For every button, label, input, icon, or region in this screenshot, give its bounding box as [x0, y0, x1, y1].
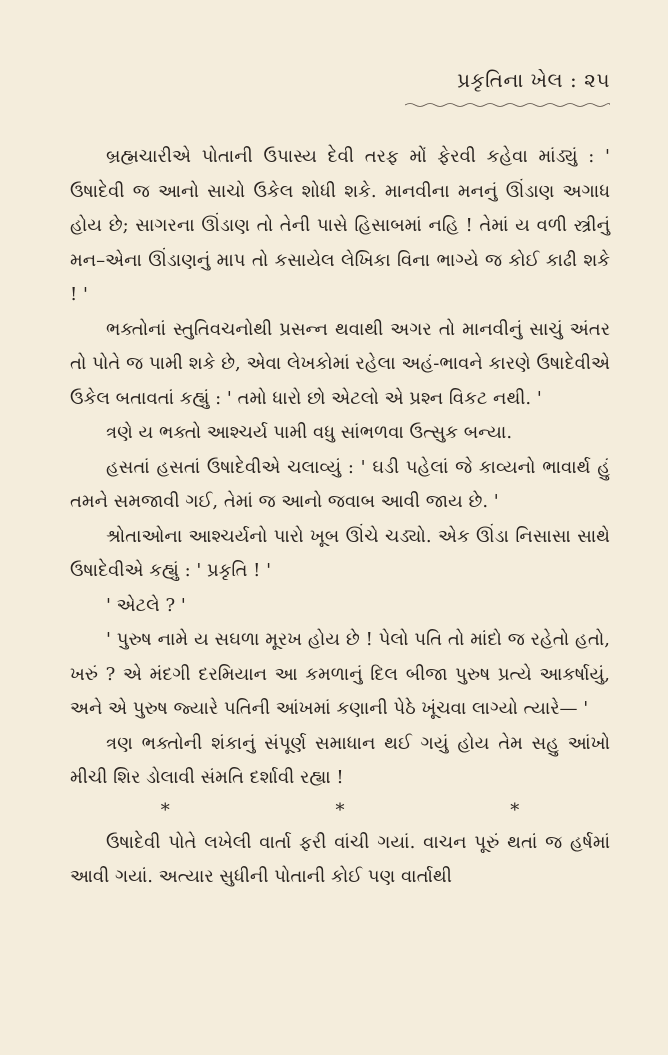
paragraph: ' પુરુષ નામે ય સઘળા મૂરખ હોય છે ! પેલો પતિ તો માંદો જ રહેતો હતો, ખરું ? એ મંદગી દરમિયાન આ કમળાનું દિલ બીજા પુરુષ પ્રત્યે આકર્ષાયું, અને એ પુરુષ જ્યારે પતિની આંખમાં કણાની પેઠે ખૂંચવા લાગ્યો ત્યારે— ' — [70, 629, 610, 719]
paragraph: ત્રણ ભક્તોની શંકાનું સંપૂર્ણ સમાધાન થઈ ગયું હોય તેમ સહુ આંખો મીચી શિર ડોલાવી સંમતિ દર્શાવી રહ્યા ! — [70, 732, 610, 788]
paragraph: ' એટલે ? ' — [106, 594, 186, 616]
paragraph: હસતાં હસતાં ઉષાદેવીએ ચલાવ્યું : ' ઘડી પહેલાં જે કાવ્યનો ભાવાર્થ હું તમને સમજાવી ગઈ, તેમાં જ આનો જવાબ આવી જાય છે. ' — [70, 456, 610, 512]
page-body — [70, 140, 610, 895]
paragraph: ત્રણે ય ભક્તો આશ્ચર્ય પામી વધુ સાંભળવા ઉત્સુક બન્યા. — [106, 422, 513, 443]
section-separator: * * * — [160, 799, 600, 821]
paragraph: બ્રહ્મચારીએ પોતાની ઉપાસ્ય દેવી તરફ મોં ફેરવી કહેવા માંડ્યું : ' ઉષાદેવી જ આનો સાચો ઉકેલ શોધી શકે. માનવીના મનનું ઊંડાણ અગાધ હોય છે; સાગરના ઊંડાણ તો તેની પાસે હિસાબમાં નહિ ! તેમાં ય વળી સ્ત્રીનું મન–એના ઊંડાણનું માપ તો કસાયેલ લેખિકા વિના ભાગ્યે જ કોઈ કાઢી શકે ! ' — [70, 146, 610, 305]
running-header: પ્રકૃતિના ખેલ : ૨૫ — [457, 68, 610, 92]
paragraph: ઉષાદેવી પોતે લખેલી વાર્તા ફરી વાંચી ગયાં. વાચન પૂરું થતાં જ હર્ષમાં આવી ગયાં. અત્યાર સુધીની પોતાની કોઈ પણ વાર્તાથી — [70, 831, 610, 887]
header-wavy-rule — [405, 102, 610, 108]
paragraph: ભક્તોનાં સ્તુતિવચનોથી પ્રસન્ન થવાથી અગર તો માનવીનું સાચું અંતર તો પોતે જ પામી શકે છે, એવા લેખકોમાં રહેલા અહં-ભાવને કારણે ઉષાદેવીએ ઉકેલ બતાવતાં કહ્યું : ' તમો ધારો છો એટલો એ પ્રશ્ન વિકટ નથી. ' — [70, 318, 610, 409]
paragraph: શ્રોતાઓના આશ્ચર્યનો પારો ખૂબ ઊંચે ચડ્યો. એક ઊંડા નિસાસા સાથે ઉષાદેવીએ કહ્યું : ' પ્રકૃતિ ! ' — [70, 525, 610, 581]
